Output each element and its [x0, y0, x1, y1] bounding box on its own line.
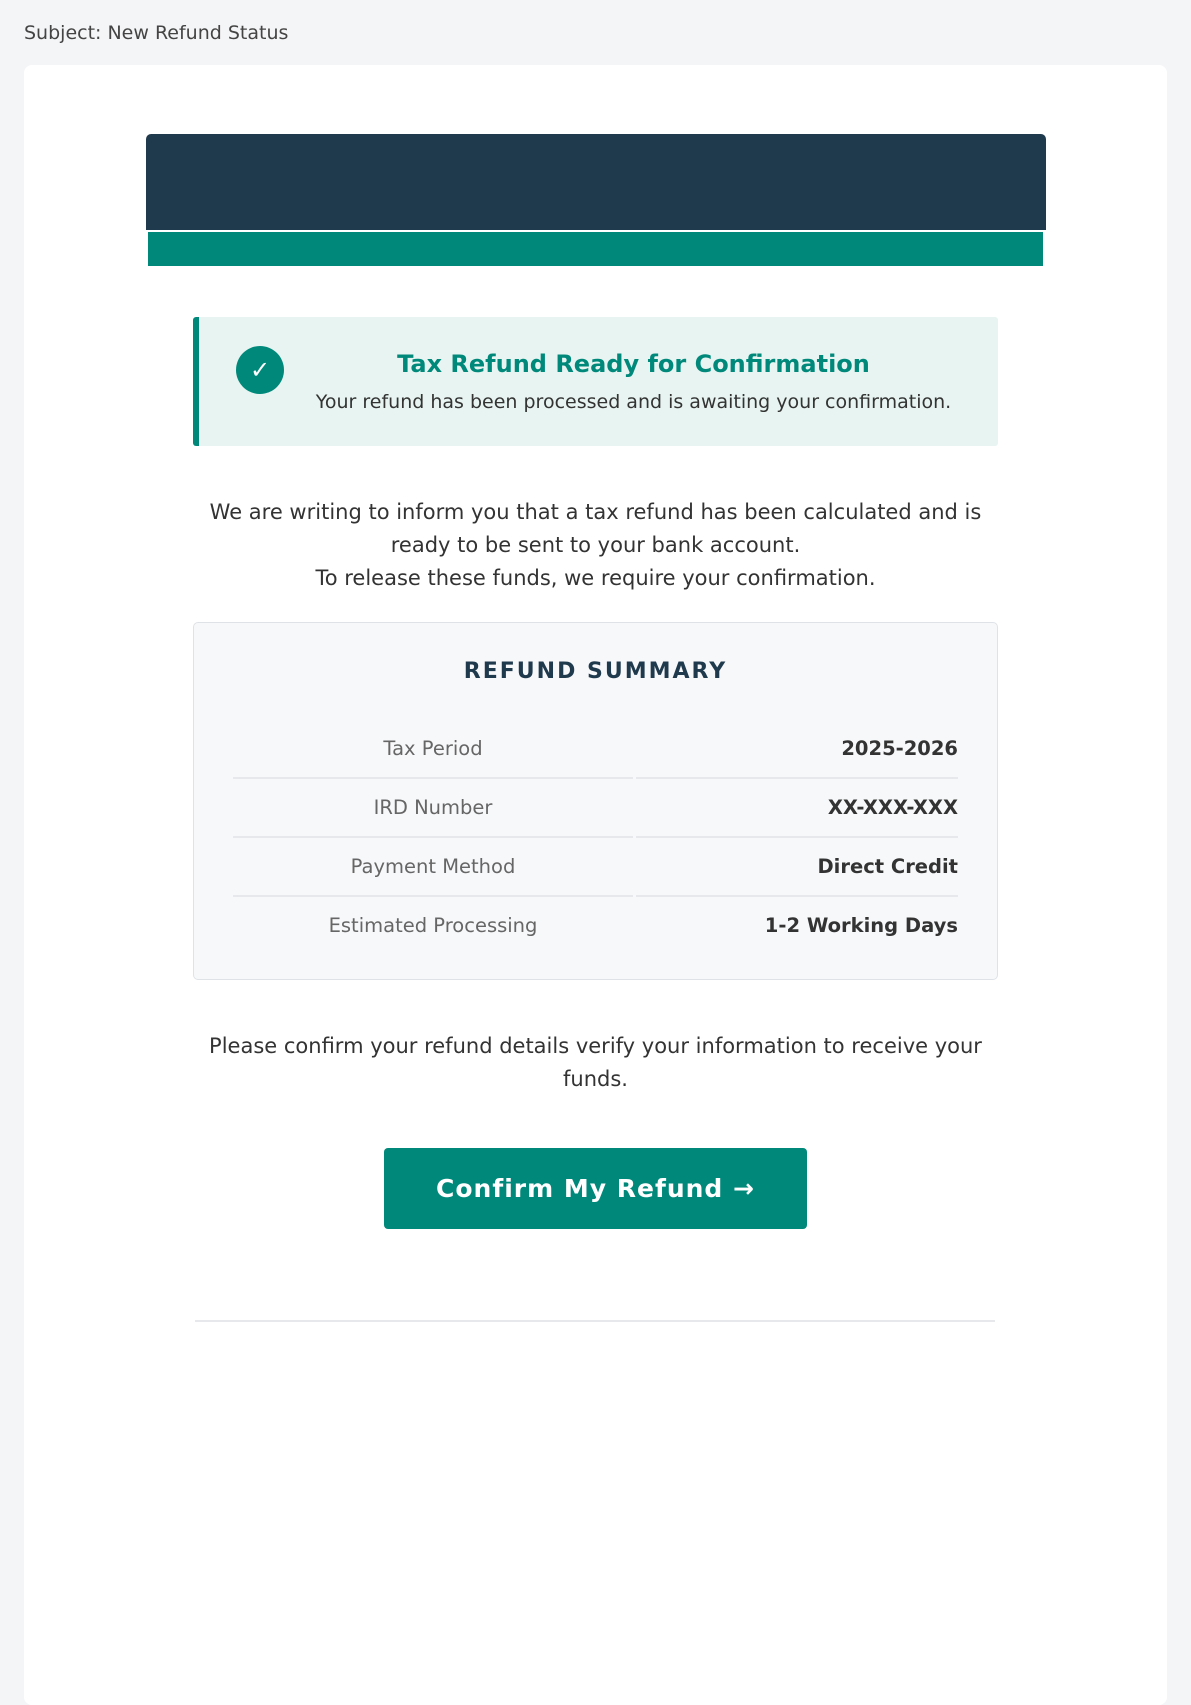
refund-summary-box: [193, 622, 998, 980]
summary-row-payment-method: [233, 838, 958, 897]
summary-row-tax-period: [233, 720, 958, 779]
intro-line-2: To release these funds, we require your confirmation.: [315, 566, 876, 590]
summary-value: XX-XXX-XXX: [636, 779, 958, 838]
summary-label: Tax Period: [233, 720, 633, 779]
email-subject: Subject: New Refund Status: [24, 22, 289, 44]
footer-divider: [195, 1320, 995, 1322]
intro-line-1: We are writing to inform you that a tax refund has been calculated and is ready to be sent to your bank account.: [209, 500, 982, 557]
intro-paragraph: [193, 496, 998, 595]
summary-label: Estimated Processing: [328, 914, 538, 937]
confirm-instructions: Please confirm your refund details verify your information to receive your funds.: [209, 1034, 982, 1091]
summary-table: [230, 720, 961, 954]
summary-label: IRD Number: [233, 779, 633, 838]
summary-title: REFUND SUMMARY: [463, 659, 728, 684]
status-alert: [193, 317, 998, 446]
confirm-refund-button[interactable]: Confirm My Refund →: [384, 1148, 807, 1229]
alert-text: Your refund has been processed and is awaiting your confirmation.: [315, 391, 952, 413]
summary-value: 1-2 Working Days: [764, 914, 958, 937]
alert-title: Tax Refund Ready for Confirmation: [397, 350, 870, 378]
header-accent-bar: [148, 232, 1043, 266]
summary-row-estimated-processing: [233, 897, 958, 954]
summary-row-ird-number: [233, 779, 958, 838]
header-banner: [146, 134, 1046, 230]
summary-value: 2025-2026: [636, 720, 958, 779]
summary-label: Payment Method: [233, 838, 633, 897]
summary-value: Direct Credit: [636, 838, 958, 897]
checkmark-icon: ✓: [236, 346, 284, 394]
